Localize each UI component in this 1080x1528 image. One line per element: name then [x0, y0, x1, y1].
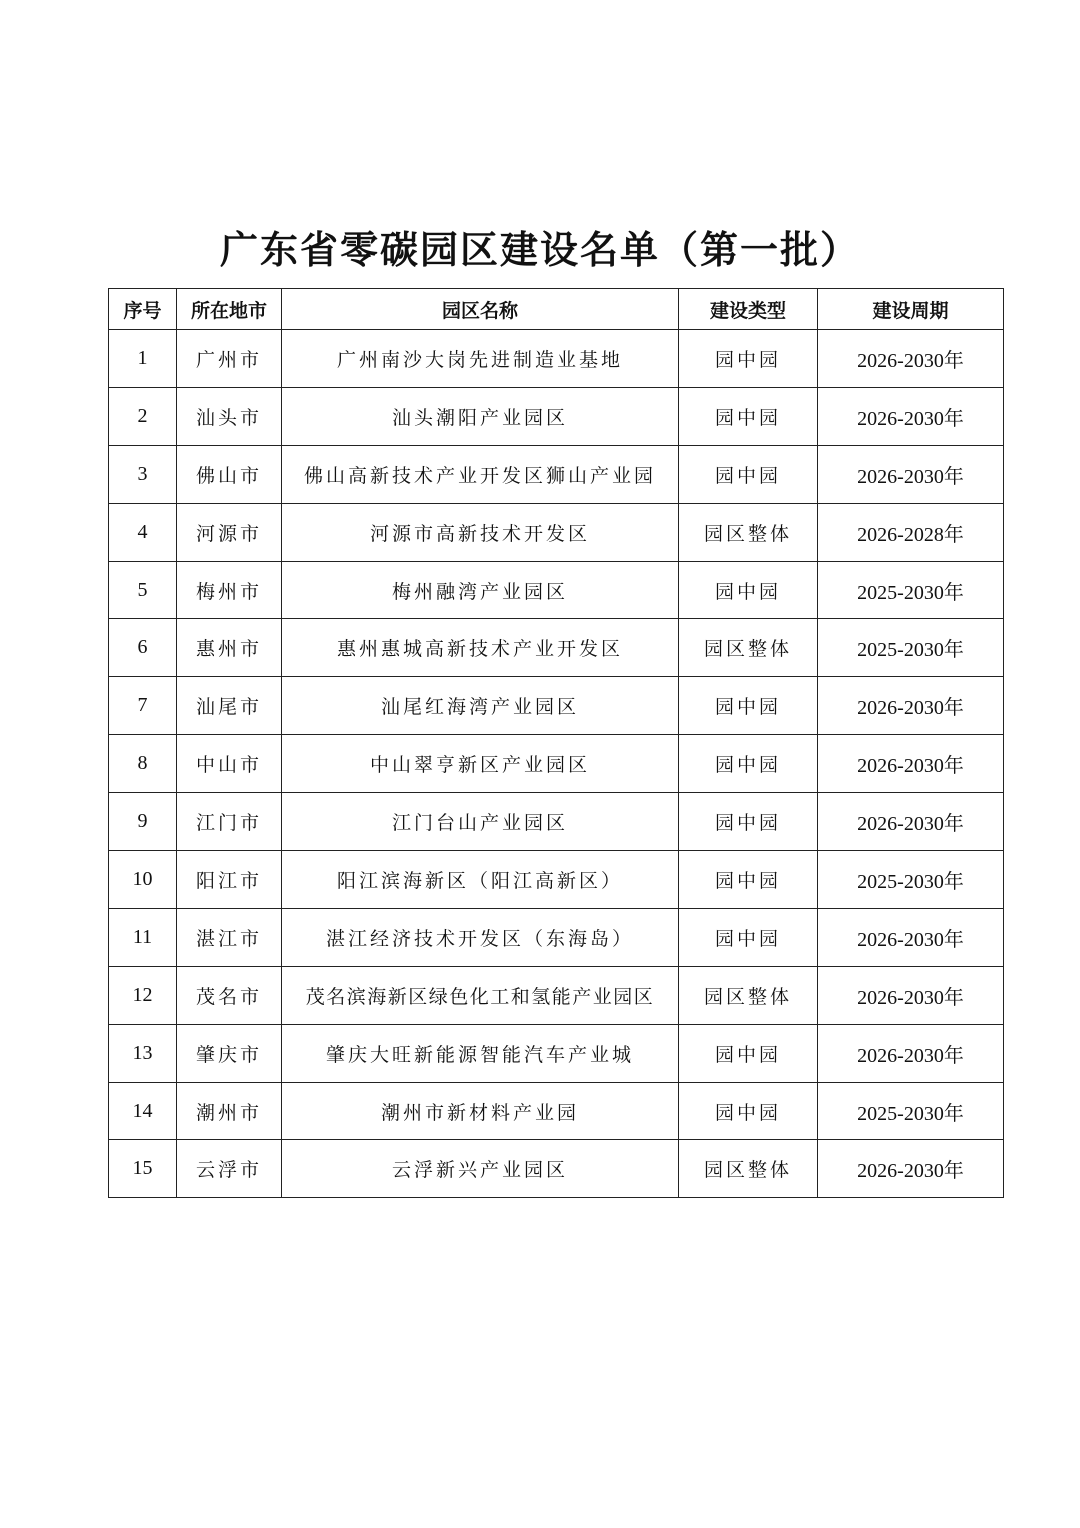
header-build-type: 建设类型 — [679, 289, 818, 330]
cell-park-name: 江门台山产业园区 — [282, 793, 679, 851]
cell-build-type: 园中园 — [679, 677, 818, 735]
table-body — [109, 330, 1004, 1198]
cell-city: 湛江市 — [177, 908, 282, 966]
cell-park-name: 湛江经济技术开发区（东海岛） — [282, 908, 679, 966]
cell-build-period: 2025-2030年 — [818, 619, 1004, 677]
cell-build-period: 2026-2030年 — [818, 445, 1004, 503]
cell-index: 9 — [109, 793, 177, 851]
cell-build-period: 2026-2030年 — [818, 387, 1004, 445]
header-city: 所在地市 — [177, 289, 282, 330]
cell-build-period: 2026-2030年 — [818, 793, 1004, 851]
cell-city: 汕尾市 — [177, 677, 282, 735]
cell-park-name: 中山翠亨新区产业园区 — [282, 735, 679, 793]
cell-build-type: 园区整体 — [679, 503, 818, 561]
cell-park-name: 汕头潮阳产业园区 — [282, 387, 679, 445]
header-build-period: 建设周期 — [818, 289, 1004, 330]
cell-build-type: 园区整体 — [679, 619, 818, 677]
cell-city: 中山市 — [177, 735, 282, 793]
cell-park-name: 肇庆大旺新能源智能汽车产业城 — [282, 1024, 679, 1082]
table-row — [109, 445, 1004, 503]
cell-park-name: 潮州市新材料产业园 — [282, 1082, 679, 1140]
cell-build-type: 园中园 — [679, 1024, 818, 1082]
cell-build-type: 园中园 — [679, 561, 818, 619]
cell-build-period: 2026-2030年 — [818, 735, 1004, 793]
cell-city: 梅州市 — [177, 561, 282, 619]
table-header-row — [109, 289, 1004, 330]
cell-city: 河源市 — [177, 503, 282, 561]
cell-index: 10 — [109, 851, 177, 909]
cell-build-period: 2026-2030年 — [818, 908, 1004, 966]
cell-index: 1 — [109, 330, 177, 388]
cell-build-type: 园中园 — [679, 793, 818, 851]
table-row — [109, 330, 1004, 388]
table-row — [109, 1082, 1004, 1140]
cell-park-name: 河源市高新技术开发区 — [282, 503, 679, 561]
park-list-table — [108, 288, 1004, 1198]
table-row — [109, 619, 1004, 677]
cell-index: 5 — [109, 561, 177, 619]
cell-city: 广州市 — [177, 330, 282, 388]
table-row — [109, 908, 1004, 966]
table-row — [109, 503, 1004, 561]
cell-index: 2 — [109, 387, 177, 445]
table-row — [109, 1024, 1004, 1082]
table-row — [109, 851, 1004, 909]
cell-build-period: 2026-2030年 — [818, 1024, 1004, 1082]
cell-index: 11 — [109, 908, 177, 966]
cell-park-name: 云浮新兴产业园区 — [282, 1140, 679, 1198]
cell-build-type: 园中园 — [679, 735, 818, 793]
cell-build-period: 2026-2028年 — [818, 503, 1004, 561]
cell-build-period: 2025-2030年 — [818, 851, 1004, 909]
cell-build-type: 园中园 — [679, 445, 818, 503]
table-row — [109, 793, 1004, 851]
cell-city: 阳江市 — [177, 851, 282, 909]
cell-index: 3 — [109, 445, 177, 503]
cell-build-period: 2026-2030年 — [818, 330, 1004, 388]
cell-build-type: 园中园 — [679, 908, 818, 966]
cell-build-period: 2025-2030年 — [818, 1082, 1004, 1140]
table-row — [109, 966, 1004, 1024]
cell-city: 潮州市 — [177, 1082, 282, 1140]
cell-city: 茂名市 — [177, 966, 282, 1024]
cell-index: 7 — [109, 677, 177, 735]
header-park-name: 园区名称 — [282, 289, 679, 330]
cell-build-type: 园中园 — [679, 851, 818, 909]
cell-index: 12 — [109, 966, 177, 1024]
cell-build-period: 2025-2030年 — [818, 561, 1004, 619]
table-row — [109, 387, 1004, 445]
cell-city: 江门市 — [177, 793, 282, 851]
cell-index: 14 — [109, 1082, 177, 1140]
cell-index: 6 — [109, 619, 177, 677]
cell-city: 惠州市 — [177, 619, 282, 677]
cell-build-period: 2026-2030年 — [818, 966, 1004, 1024]
cell-city: 云浮市 — [177, 1140, 282, 1198]
cell-index: 8 — [109, 735, 177, 793]
table-row — [109, 1140, 1004, 1198]
cell-park-name: 佛山高新技术产业开发区狮山产业园 — [282, 445, 679, 503]
cell-build-type: 园中园 — [679, 387, 818, 445]
cell-city: 汕头市 — [177, 387, 282, 445]
cell-build-period: 2026-2030年 — [818, 677, 1004, 735]
table-row — [109, 561, 1004, 619]
cell-build-type: 园区整体 — [679, 1140, 818, 1198]
cell-city: 佛山市 — [177, 445, 282, 503]
table-row — [109, 735, 1004, 793]
cell-index: 15 — [109, 1140, 177, 1198]
cell-build-period: 2026-2030年 — [818, 1140, 1004, 1198]
cell-park-name: 梅州融湾产业园区 — [282, 561, 679, 619]
cell-index: 13 — [109, 1024, 177, 1082]
cell-build-type: 园中园 — [679, 1082, 818, 1140]
cell-build-type: 园中园 — [679, 330, 818, 388]
table-row — [109, 677, 1004, 735]
cell-city: 肇庆市 — [177, 1024, 282, 1082]
document-title: 广东省零碳园区建设名单（第一批） — [219, 228, 860, 272]
cell-park-name: 阳江滨海新区（阳江高新区） — [282, 851, 679, 909]
cell-park-name: 汕尾红海湾产业园区 — [282, 677, 679, 735]
cell-index: 4 — [109, 503, 177, 561]
cell-park-name: 茂名滨海新区绿色化工和氢能产业园区 — [282, 966, 679, 1024]
header-index: 序号 — [109, 289, 177, 330]
cell-build-type: 园区整体 — [679, 966, 818, 1024]
cell-park-name: 惠州惠城高新技术产业开发区 — [282, 619, 679, 677]
cell-park-name: 广州南沙大岗先进制造业基地 — [282, 330, 679, 388]
